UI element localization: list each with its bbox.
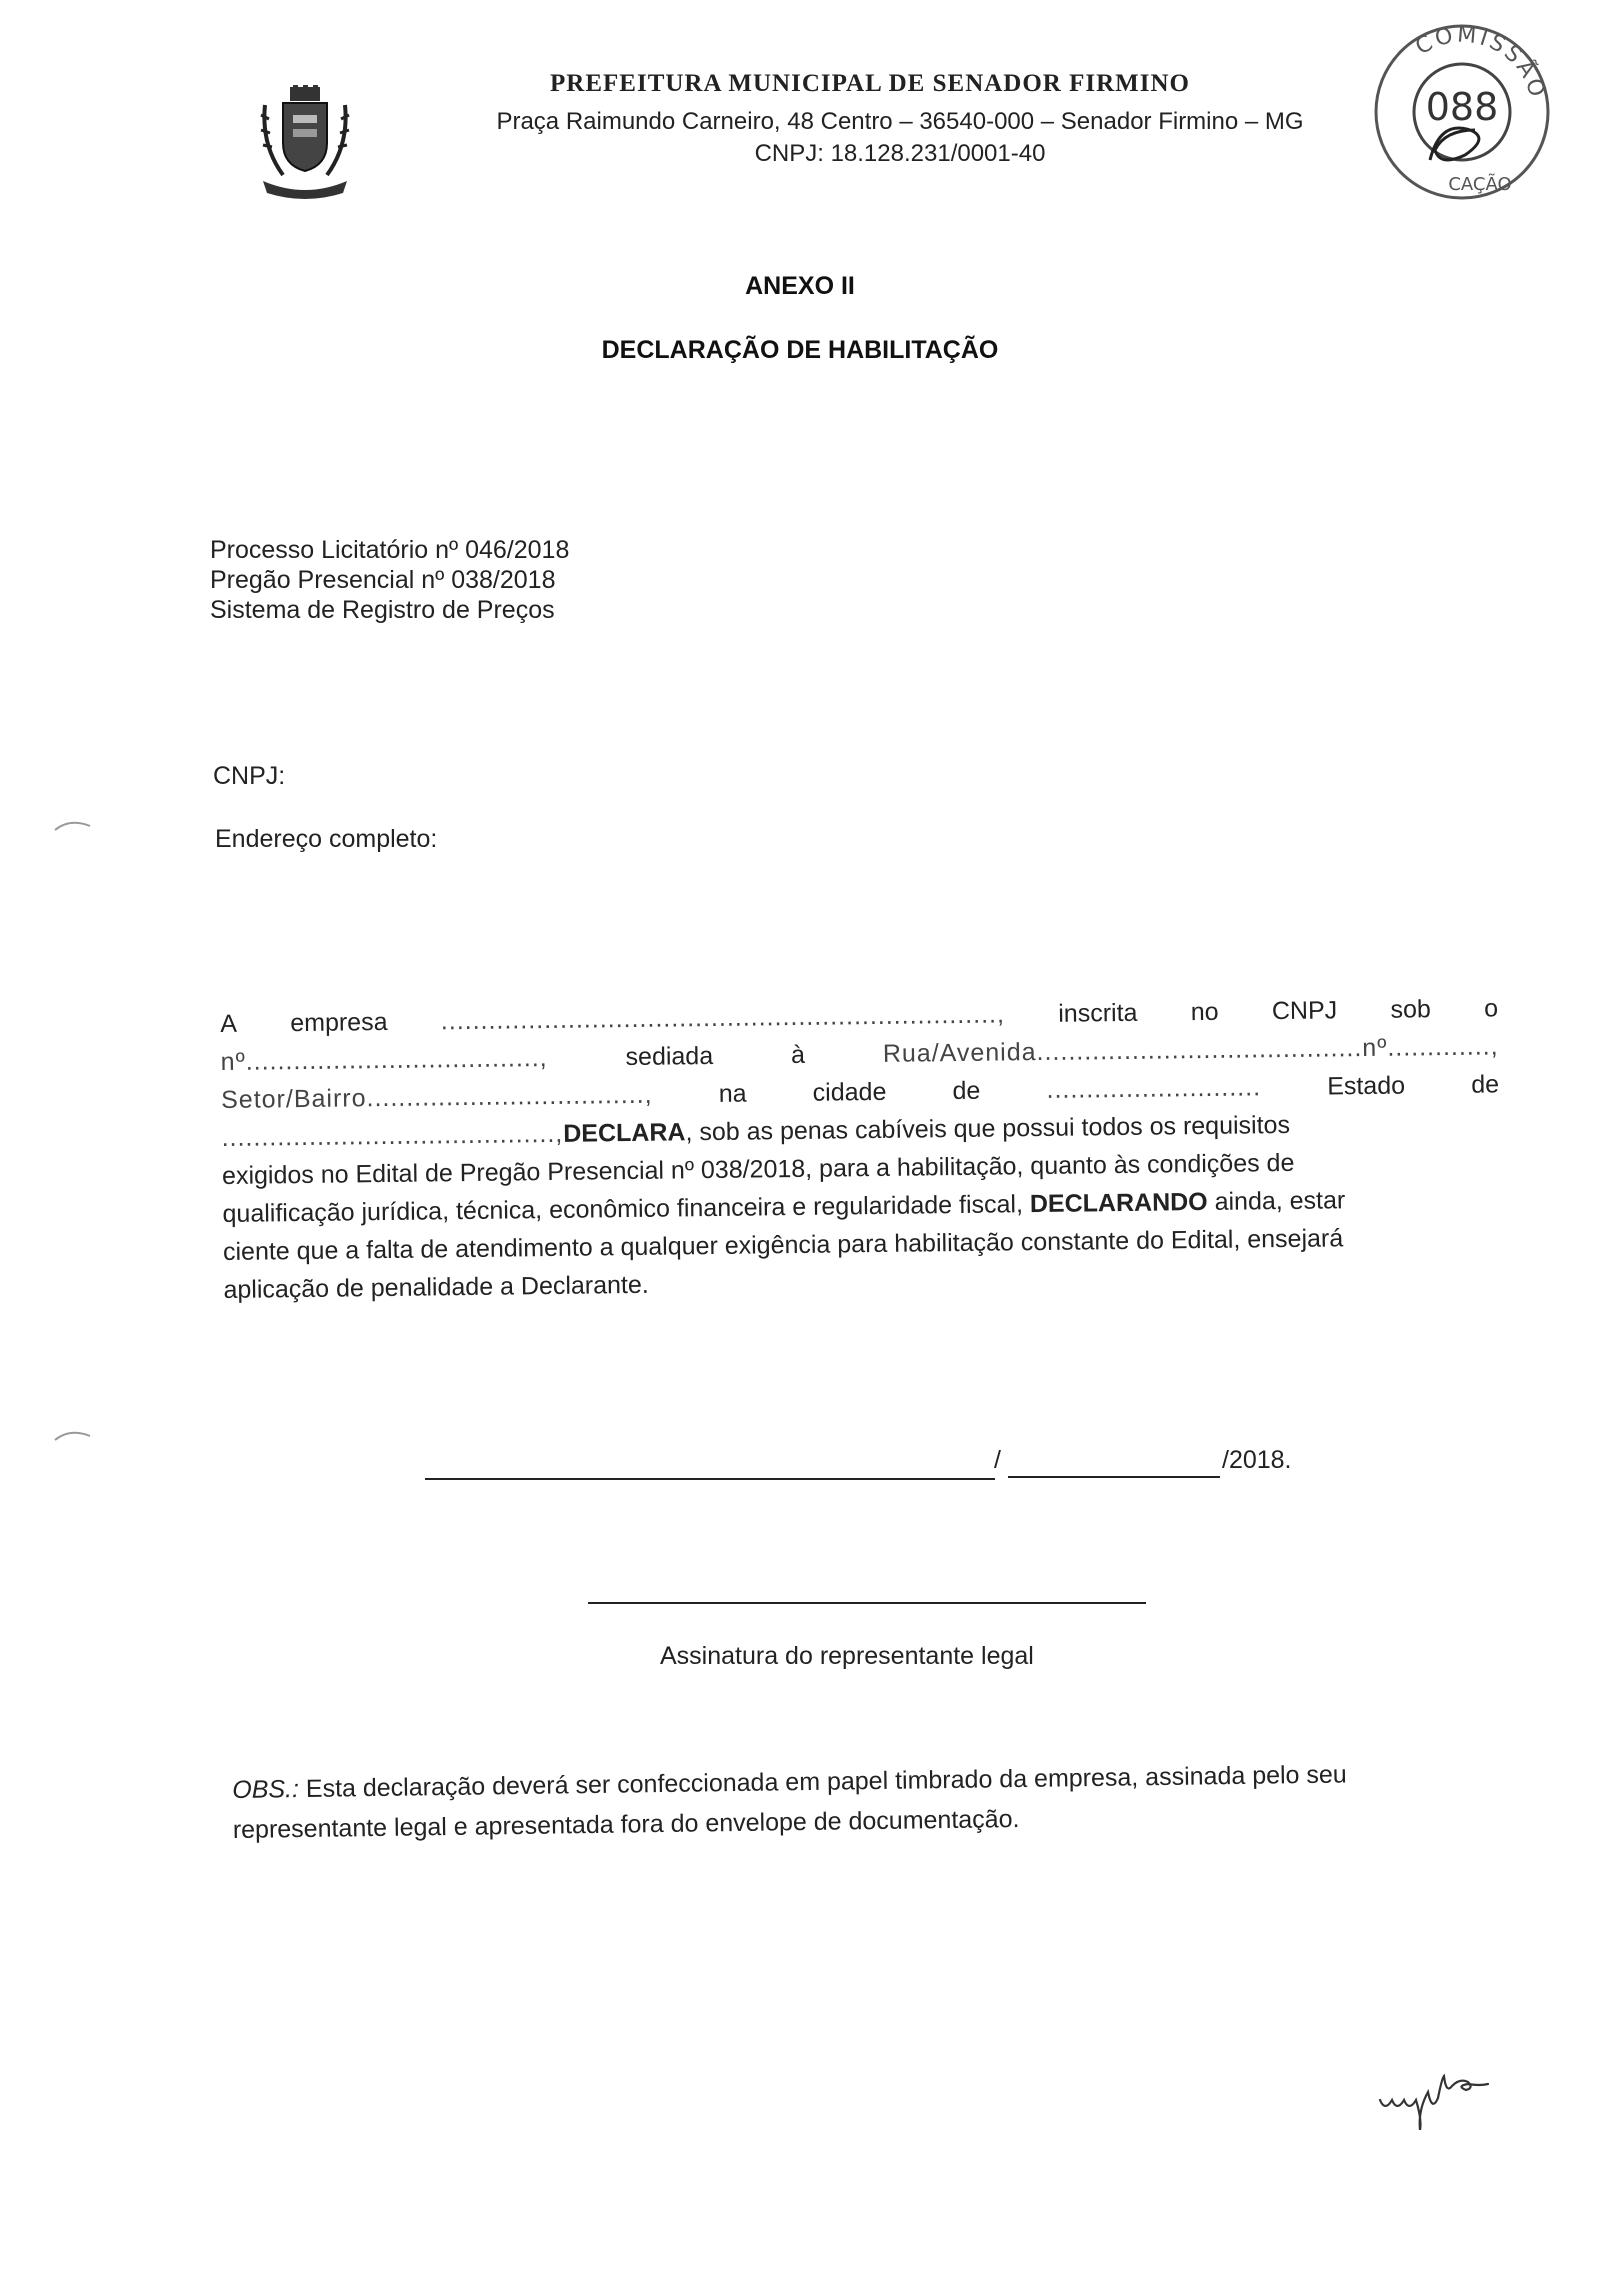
obs-label: OBS.: <box>232 1775 300 1804</box>
observation-line-2: representante legal e apresentada fora do envelope de documentação. <box>232 1805 1020 1844</box>
declaration-line-4: .........................................., DECLARA , sob as penas cabíveis que possui todos os requisitos <box>221 1110 1291 1152</box>
declaration-line-6: qualificação jurídica, técnica, econômico financeira e regularidade fiscal, DECLARANDO ainda, estar <box>222 1179 1500 1233</box>
signature-label: Assinatura do representante legal <box>660 1642 1034 1670</box>
declaration-line-5: exigidos no Edital de Pregão Presencial nº 038/2018, para a habilitação, quanto às condições de <box>221 1148 1295 1190</box>
observation-line-1: OBS.: Esta declaração deverá ser confeccionada em papel timbrado da empresa, assinada pelo seu <box>232 1760 1347 1804</box>
page-mark-2 <box>50 1425 100 1445</box>
declaration-line-8: aplicação de penalidade a Declarante. <box>223 1270 649 1304</box>
declaration-line-1: A empresa ......................................................................, inscrita no CNPJ sob o <box>220 994 1499 1038</box>
declaration-paragraph <box>220 989 1502 1309</box>
document-title: DECLARAÇÃO DE HABILITAÇÃO <box>601 336 999 364</box>
municipality-cnpj: CNPJ: 18.128.231/0001-40 <box>754 140 1046 167</box>
date-month-line[interactable] <box>1008 1476 1220 1478</box>
cnpj-label: CNPJ: <box>213 762 286 790</box>
declaration-line-7: ciente que a falta de atendimento a qualquer exigência para habilitação constante do Edital, ensejará <box>222 1224 1344 1266</box>
process-number: Processo Licitatório nº 046/2018 <box>210 536 570 564</box>
signature-line[interactable] <box>588 1602 1146 1604</box>
declarando-keyword: DECLARANDO <box>1029 1187 1208 1219</box>
address-label: Endereço completo: <box>215 825 438 853</box>
registry-system: Sistema de Registro de Preços <box>210 596 555 624</box>
municipality-address: Praça Raimundo Carneiro, 48 Centro – 36540-000 – Senador Firmino – MG <box>496 108 1304 135</box>
stamp-bottom-text: CAÇÃO <box>1448 174 1512 195</box>
declaration-line-3: Setor/Bairro..................................., na cidade de ........................... Estado de <box>220 1070 1500 1114</box>
stamp-top-text: COMISSÃO <box>1411 22 1550 103</box>
page-mark <box>50 815 100 835</box>
stamp-number: 088 <box>1425 85 1499 129</box>
municipality-title: PREFEITURA MUNICIPAL DE SENADOR FIRMINO <box>550 70 1190 97</box>
declara-keyword: DECLARA <box>563 1118 686 1148</box>
date-year: /2018. <box>1222 1446 1292 1474</box>
declaration-line-2: nº....................................., sediada à Rua/Avenida.........................................nº............., <box>220 1032 1499 1076</box>
observation-note <box>232 1752 1503 1850</box>
pregao-number: Pregão Presencial nº 038/2018 <box>210 566 556 594</box>
date-separator: / <box>994 1446 1001 1474</box>
municipal-coat-of-arms-icon <box>255 85 355 203</box>
commission-stamp <box>1370 20 1555 205</box>
date-place-line[interactable] <box>425 1478 995 1480</box>
handwritten-rubric-signature <box>1375 2070 1535 2130</box>
annex-heading: ANEXO II <box>745 272 855 300</box>
